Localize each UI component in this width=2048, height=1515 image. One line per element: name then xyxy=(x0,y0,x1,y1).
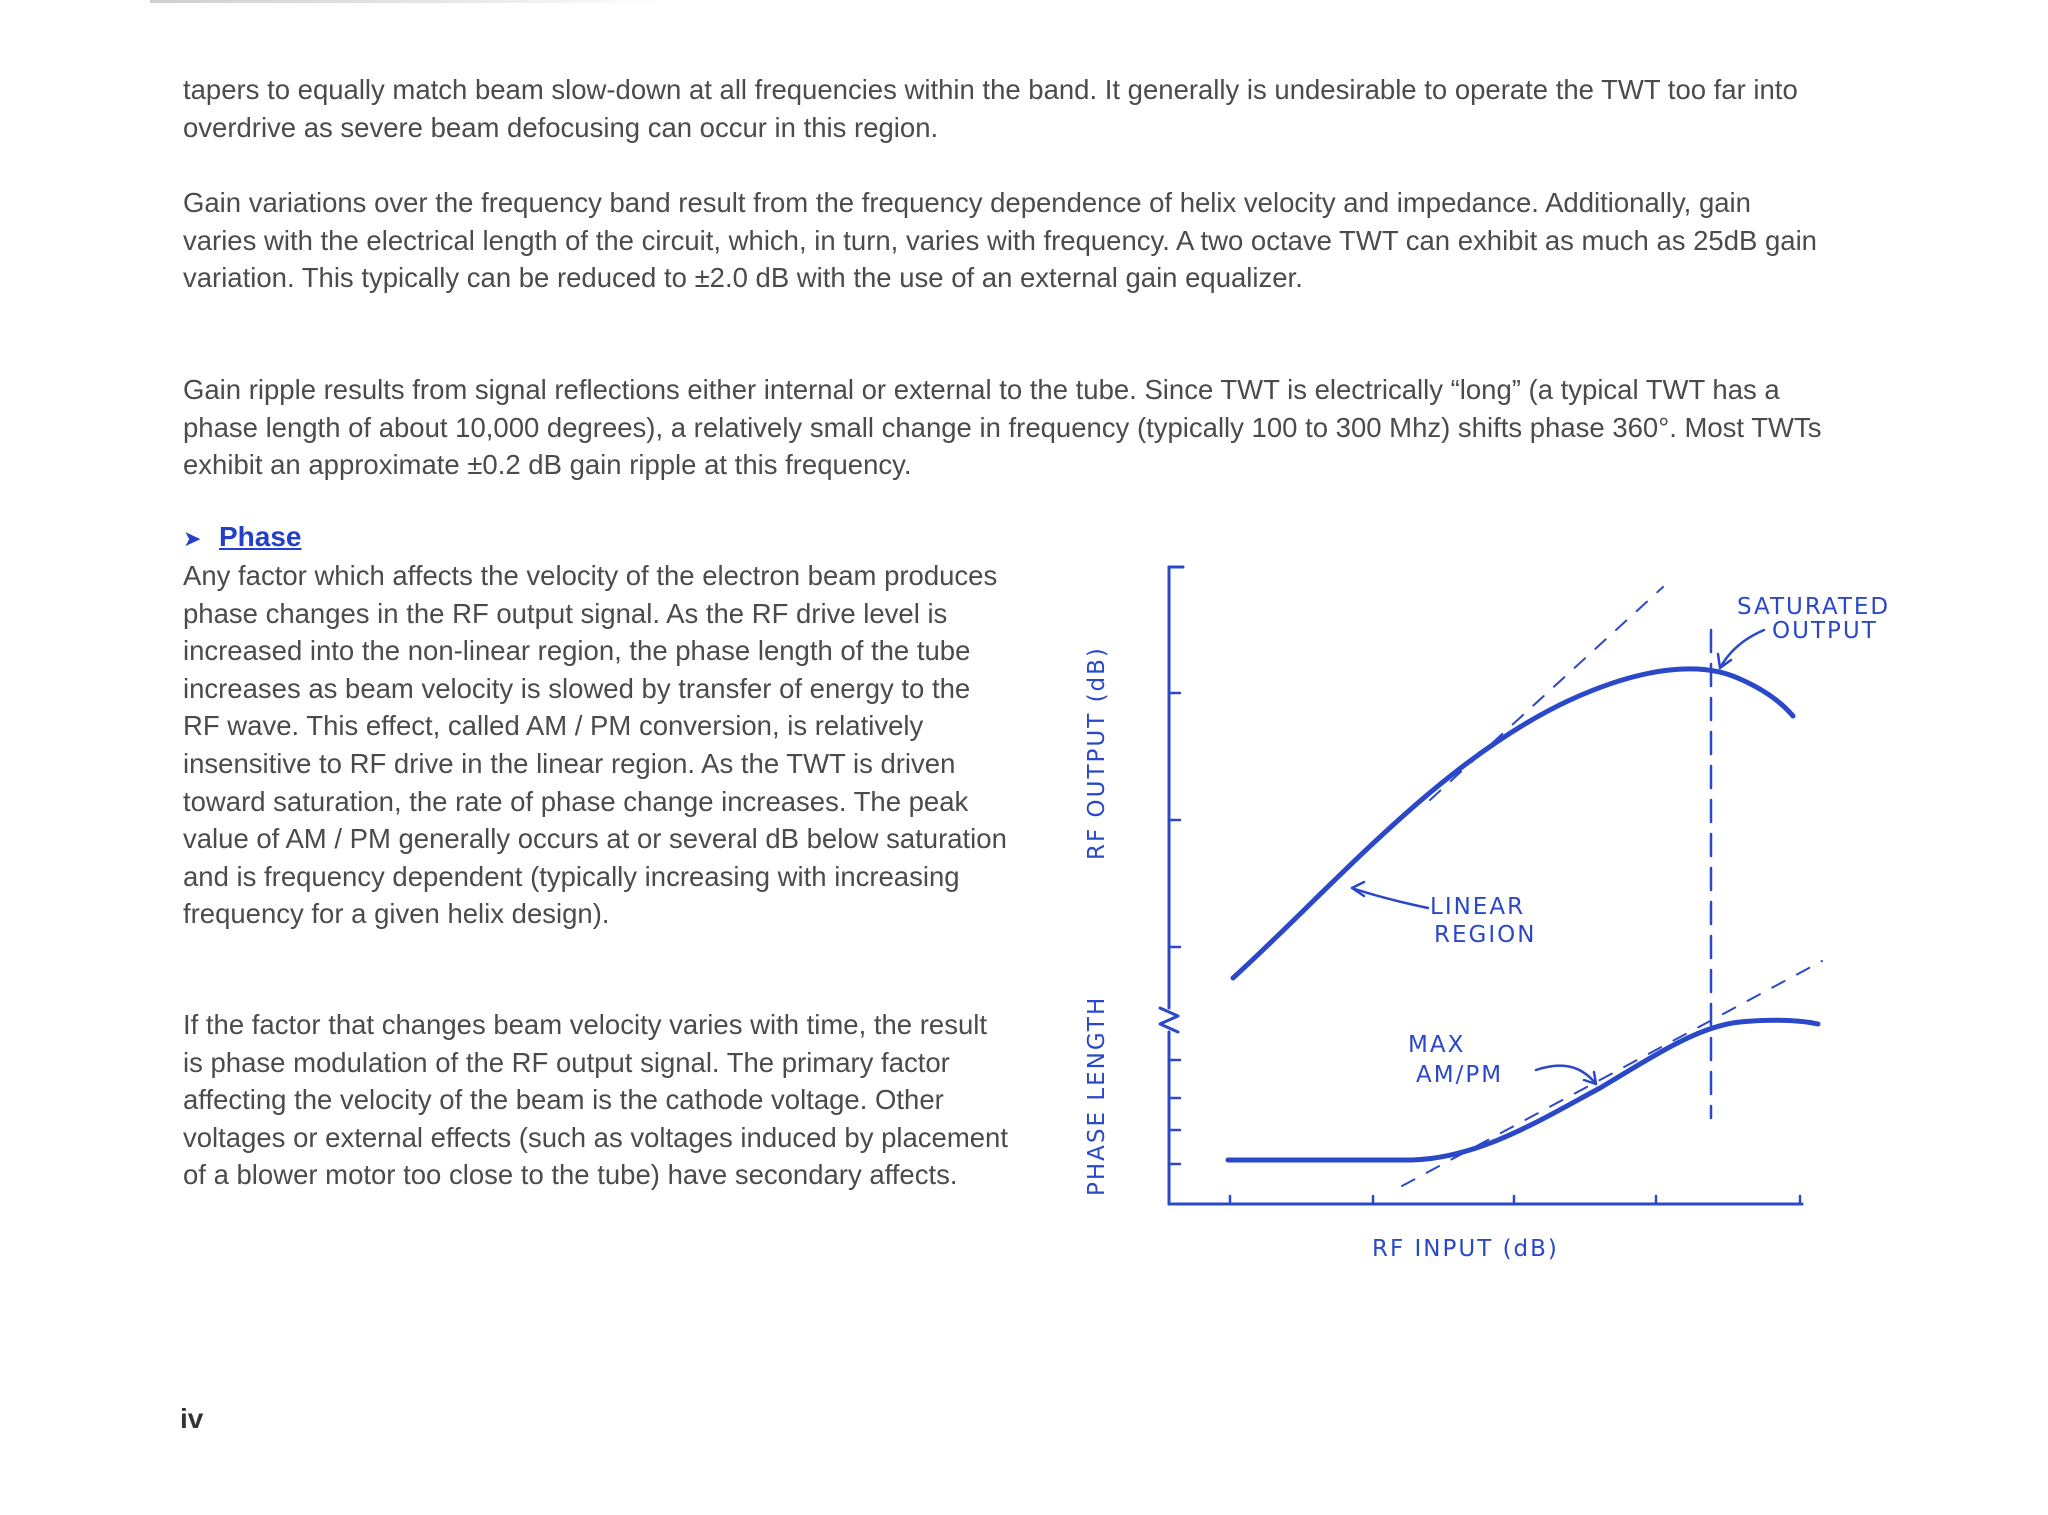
paragraph-phase-am-pm: Any factor which affects the velocity of the electron beam produces phase changes in the RF output signal. As the RF drive level is increased into the non-linear region, the phase length of the tube increases as beam velocity is slowed by transfer of energy to the RF wave. This effect, called AM / PM conversion, is relatively insensitive to RF drive in the linear region. As the TWT is driven toward saturation, the rate of phase change increases. The peak value of AM / PM generally occurs at or several dB below saturation and is frequency dependent (typically increasing with increasing frequency for a given helix design). xyxy=(183,560,1007,930)
paragraph-overdrive: tapers to equally match beam slow-down at all frequencies within the band. It generally is undesirable to operate the TWT too far into overdrive as severe beam defocusing can occur in this region. xyxy=(183,74,1798,143)
max-am-pm-arrow xyxy=(1536,1066,1596,1084)
phase-length-curve xyxy=(1228,1020,1818,1160)
y-axis-label-phase-length: PHASE LENGTH xyxy=(1084,995,1110,1196)
max-arrowhead-icon xyxy=(1584,1072,1596,1084)
label-linear: LINEAR xyxy=(1430,894,1526,920)
label-am-pm: AM/PM xyxy=(1416,1062,1504,1088)
bullet-arrow-icon: ➤ xyxy=(183,526,202,551)
y-axis-label-rf-output: RF OUTPUT (dB) xyxy=(1084,646,1110,860)
phase-extrapolation-line xyxy=(1402,961,1822,1186)
saturated-output-arrow xyxy=(1720,630,1764,668)
label-saturated: SATURATED xyxy=(1737,594,1891,620)
page-top-rule xyxy=(150,0,670,3)
phase-link[interactable]: Phase xyxy=(219,521,302,552)
rf-output-curve xyxy=(1233,669,1793,978)
x-axis-label-rf-input: RF INPUT (dB) xyxy=(1372,1236,1559,1262)
diagram-axes xyxy=(1160,567,1802,1204)
x-axis-ticks xyxy=(1230,1196,1800,1204)
linear-arrowhead-icon xyxy=(1352,882,1364,896)
saturated-arrowhead-icon xyxy=(1718,654,1731,668)
phase-heading xyxy=(183,519,302,557)
paragraph-gain-ripple: Gain ripple results from signal reflections either internal or external to the tube. Since TWT is electrically “long” (a typical TWT has a phase length of about 10,000 degrees), a relatively small change in frequency (typically 100 to 300 Mhz) shifts phase 360°. Most TWTs exhibit an approximate ±0.2 dB gain ripple at this frequency. xyxy=(183,374,1822,481)
y-axis-ticks xyxy=(1169,693,1180,1164)
linear-region-arrow xyxy=(1352,888,1428,908)
linear-extrapolation-line xyxy=(1430,587,1663,800)
page-number: iv xyxy=(180,1403,204,1434)
label-max: MAX xyxy=(1408,1032,1466,1058)
label-region: REGION xyxy=(1434,922,1537,948)
paragraph-phase-modulation: If the factor that changes beam velocity varies with time, the result is phase modulation of the RF output signal. The primary factor affecting the velocity of the beam is the cathode voltage. Other voltages or external effects (such as voltages induced by placement of a blower motor too close to the tube) have secondary affects. xyxy=(183,1009,1008,1191)
paragraph-gain-variations: Gain variations over the frequency band result from the frequency dependence of helix velocity and impedance. Additionally, gain varies with the electrical length of the circuit, which, in turn, varies with frequency. A two octave TWT can exhibit as much as 25dB gain variation. This typically can be reduced to ±2.0 dB with the use of an external gain equalizer. xyxy=(183,187,1817,294)
label-output: OUTPUT xyxy=(1772,618,1878,644)
